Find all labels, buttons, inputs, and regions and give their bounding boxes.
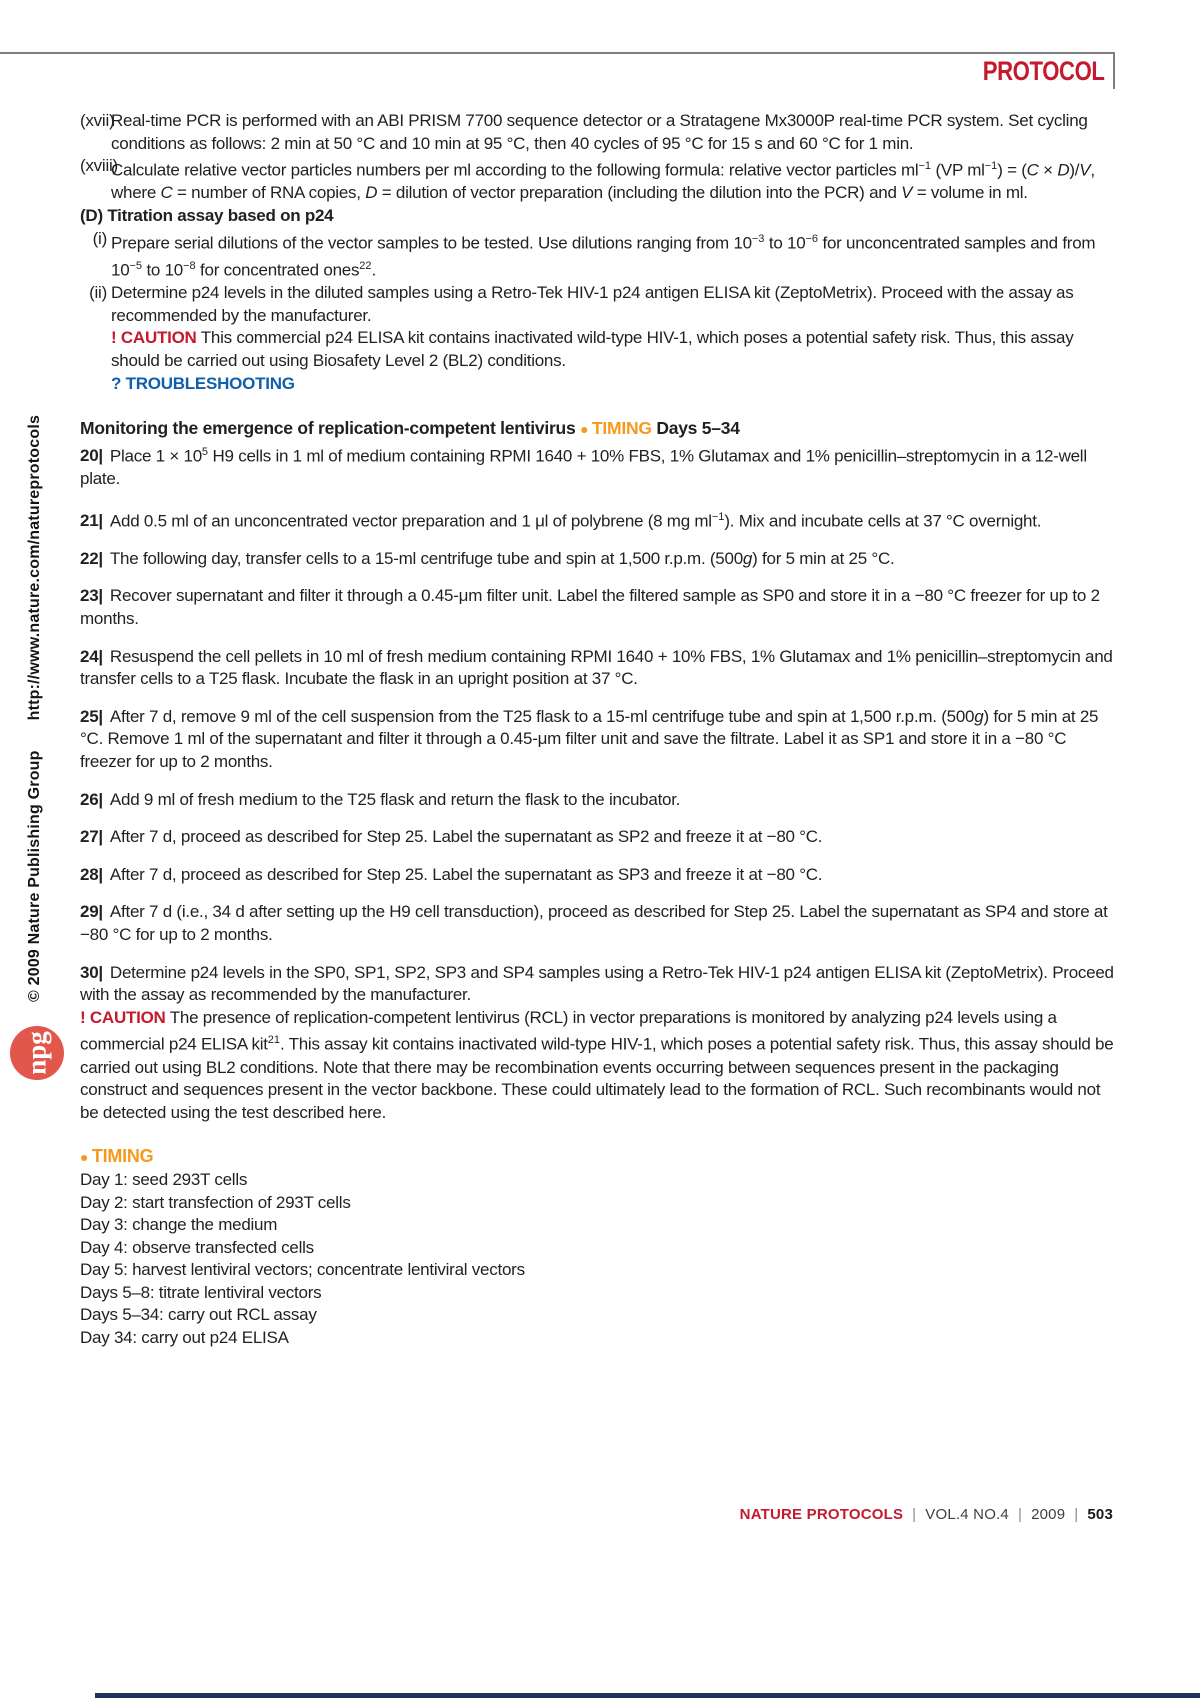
- step-30: 30| Determine p24 levels in the SP0, SP1, SP2, SP3 and SP4 samples using a Retro-Tek HIV-1 p24 antigen ELISA kit (ZeptoMetrix). Proceed with the assay as recommended by the manufacturer.: [80, 962, 1114, 1005]
- item-label: (ii): [89, 283, 107, 303]
- caution-note-p24-kit: ! CAUTION This commercial p24 ELISA kit contains inactivated wild-type HIV-1, which poses a potential safety risk. Thus, this assay should be carried out using Biosafety Level 2 (BL2) conditions.: [111, 328, 1074, 370]
- step-23: 23| Recover supernatant and filter it through a 0.45-μm filter unit. Label the filtered sample as SP0 and store it in a −80 °C freezer for up to 2 months.: [80, 586, 1100, 628]
- journal-url: http://www.nature.com/natureprotocols: [26, 414, 43, 721]
- timing-day-5: Day 5: harvest lentiviral vectors; concentrate lentiviral vectors: [80, 1260, 525, 1280]
- item-label: (i): [92, 228, 107, 248]
- timing-day-2: Day 2: start transfection of 293T cells: [80, 1192, 351, 1212]
- npg-logo-text: npg: [21, 1031, 52, 1075]
- timing-day-4: Day 4: observe transfected cells: [80, 1237, 314, 1257]
- page-footer: [740, 1506, 1113, 1523]
- timing-section-heading: ● TIMING: [80, 1146, 154, 1167]
- step-26: 26| Add 9 ml of fresh medium to the T25 flask and return the flask to the incubator.: [80, 789, 681, 809]
- footer-separator: |: [1017, 1506, 1023, 1523]
- step-24: 24| Resuspend the cell pellets in 10 ml of fresh medium containing RPMI 1640 + 10% FBS, 1% Glutamax and 1% penicillin–streptomycin and transfer cells to a T25 flask. Incubate the flask in an upright position at 37 °C.: [80, 646, 1113, 689]
- step-25: 25| After 7 d, remove 9 ml of the cell suspension from the T25 flask to a 15-ml centrifuge tube and spin at 1,500 r.p.m. (500g) for 5 min at 25 °C. Remove 1 ml of the supernatant and filter it through a 0.45-μm filter unit and save the filtrate. Label it as SP1 and store it in a −80 °C freezer for up to 2 months.: [80, 706, 1099, 771]
- timing-days-5-8: Days 5–8: titrate lentiviral vectors: [80, 1282, 322, 1302]
- npg-logo: [10, 1026, 64, 1080]
- step-20: 20| Place $1 \times 10^5$ H9 cells in 1 ml of medium containing RPMI 1640 + 10% FBS, 1% Glutamax and 1% penicillin–streptomycin in a 12-well plate.: [80, 445, 1087, 488]
- bottom-bar: [95, 1693, 1200, 1698]
- troubleshooting-link: ? TROUBLESHOOTING: [111, 373, 295, 393]
- timing-days-5-34: Days 5–34: carry out RCL assay: [80, 1305, 317, 1325]
- step-22: 22| The following day, transfer cells to a 15-ml centrifuge tube and spin at 1,500 r.p.m. (500g) for 5 min at 25 °C.: [80, 548, 895, 568]
- footer-separator: |: [1074, 1506, 1079, 1523]
- timing-day-34: Day 34: carry out p24 ELISA: [80, 1328, 289, 1348]
- heading-d-titration: (D) Titration assay based on p24: [80, 206, 334, 226]
- timing-day-1: Day 1: seed 293T cells: [80, 1169, 248, 1189]
- timing-day-3: Day 3: change the medium: [80, 1215, 278, 1235]
- footer-page-number: 503: [1087, 1506, 1113, 1523]
- caution-note-rcl: ! CAUTION The presence of replication-competent lentivirus (RCL) in vector preparations is monitored by analyzing p24 levels using a commercial p24 ELISA kit$^{21}$. This assay kit contains inactivated wild-type HIV-1, which poses a potential safety risk. Thus, this assay should be carried out using BL2 conditions. Note that there may be recombination events occurring between sequences present in the packaging construct and sequences present in the vector backbone. These could ultimately lead to the formation of RCL. Such recombinants would not be detected using the test described here.: [80, 1007, 1114, 1122]
- header-rule-tick: [1113, 52, 1115, 89]
- item-i: (i) Prepare serial dilutions of the vector samples to be tested. Use dilutions ranging from $10^{-3}$ to $10^{-6}$ for unconcentrated samples and from $10^{-5}$ to $10^{-8}$ for concentrated ones$^{22}$.: [80, 228, 1114, 283]
- item-xvii: (xvii) Real-time PCR is performed with an ABI PRISM 7700 sequence detector or a Stratagene Mx3000P real-time PCR system. Set cycling conditions as follows: 2 min at 50 °C and 10 min at 95 °C, then 40 cycles of 95 °C for 15 s and 60 °C for 1 min.: [80, 111, 1088, 153]
- copyright-text: © 2009 Nature Publishing Group: [26, 750, 43, 1002]
- step-28: 28| After 7 d, proceed as described for Step 25. Label the supernatant as SP3 and freeze it at −80 °C.: [80, 864, 823, 884]
- footer-volume: VOL.4 NO.4: [925, 1506, 1009, 1523]
- step-27: 27| After 7 d, proceed as described for Step 25. Label the supernatant as SP2 and freeze it at −80 °C.: [80, 827, 823, 847]
- item-xviii: (xviii) Calculate relative vector particles numbers per ml according to the following formula: relative vector particles $ml^{-1}$ (VP $ml^{-1}) = (C \times D)/V$, where C = number of RNA copies, D = dilution of vector preparation (including the dilution into the PCR) and V = volume in ml.: [80, 156, 1095, 203]
- item-label: (xviii): [80, 156, 118, 176]
- item-label: (xvii): [80, 111, 115, 130]
- item-ii: (ii) Determine p24 levels in the diluted samples using a Retro-Tek HIV-1 p24 antigen ELISA kit (ZeptoMetrix). Proceed with the assay as recommended by the manufacturer.: [80, 282, 1114, 327]
- protocol-banner: PROTOCOL: [983, 56, 1105, 86]
- sidebar-copyright: [26, 415, 44, 1002]
- footer-year: 2009: [1031, 1506, 1066, 1523]
- content-column: [80, 110, 1114, 1350]
- header-rule: [0, 52, 1114, 54]
- footer-separator: |: [912, 1506, 917, 1523]
- step-29: 29| After 7 d (i.e., 34 d after setting up the H9 cell transduction), proceed as described for Step 25. Label the supernatant as SP4 and store at −80 °C for up to 2 months.: [80, 902, 1108, 944]
- step-21: 21| Add 0.5 ml of an unconcentrated vector preparation and 1 μl of polybrene (8 mg $ml^{-1}$). Mix and incubate cells at 37 °C overnight.: [80, 510, 1042, 531]
- section-heading-monitoring: Monitoring the emergence of replication-competent lentivirus ● TIMING Days 5–34: [80, 418, 740, 439]
- footer-journal-name: NATURE PROTOCOLS: [739, 1506, 904, 1523]
